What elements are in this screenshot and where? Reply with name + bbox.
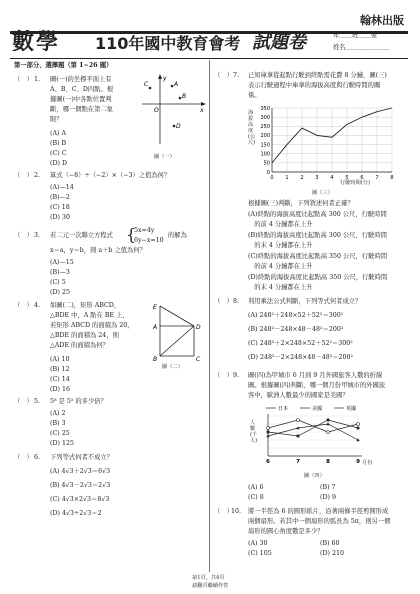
- svg-text:D: D: [176, 123, 181, 130]
- svg-text:x: x: [200, 107, 204, 114]
- svg-text:E: E: [153, 304, 157, 311]
- x-tick-label: 8: [390, 175, 394, 181]
- data-point: [327, 431, 330, 434]
- x-tick-label: 7: [296, 459, 300, 465]
- publisher-logo: [360, 12, 404, 28]
- x-tick-label: 2: [300, 175, 304, 181]
- y-tick-label: 150: [260, 142, 270, 149]
- y-tick-label: 300: [260, 114, 270, 121]
- chart2-xlabel: 月份: [362, 460, 373, 466]
- series-line: [268, 420, 358, 436]
- x-tick-label: 7: [375, 175, 379, 181]
- y-tick-label: 250: [260, 124, 270, 131]
- legend-label: 英國: [346, 406, 357, 412]
- svg-text:y: y: [163, 75, 167, 82]
- column-divider: [209, 60, 210, 572]
- x-tick-label: 8: [326, 459, 330, 465]
- data-point: [327, 419, 330, 422]
- tourist-line-chart: [260, 404, 373, 466]
- data-point: [297, 419, 300, 422]
- data-point: [357, 423, 360, 426]
- svg-text:B: B: [153, 356, 158, 362]
- page-number: 第1頁，共4頁: [192, 575, 225, 581]
- option: (C) C: [50, 150, 67, 157]
- option: (B) B: [50, 140, 67, 147]
- figure-caption: 圖（四）: [304, 473, 325, 479]
- svg-text:O: O: [154, 107, 159, 114]
- x-tick-label: 6: [360, 175, 364, 181]
- svg-text:D: D: [196, 324, 201, 331]
- y-tick-label: 200: [260, 133, 270, 140]
- legend-label: 美國: [312, 406, 323, 412]
- coordinate-plane-figure: [140, 72, 206, 150]
- section-title: 第一部分、選擇題（第 1~26 題）: [14, 62, 113, 69]
- y-tick-label: 0: [266, 169, 270, 176]
- x-tick-label: 4: [330, 175, 334, 181]
- x-tick-label: 9: [356, 459, 360, 465]
- x-tick-label: 5: [345, 175, 349, 181]
- paper-type: 試題卷: [252, 32, 306, 53]
- figure-caption: 圖（二）: [162, 364, 183, 370]
- x-tick-label: 0: [270, 175, 274, 181]
- chart1-ylabel: 海拔高度(公尺): [248, 110, 256, 146]
- svg-text:C: C: [196, 356, 201, 362]
- data-point: [267, 431, 270, 434]
- y-tick-label: 100: [260, 151, 270, 158]
- x-tick-label: 6: [266, 459, 270, 465]
- chart1-xlabel: 行駛時間(分): [340, 180, 370, 186]
- publisher-name: 翰林出版: [360, 14, 404, 27]
- y-tick-label: 50: [263, 160, 270, 167]
- x-tick-label: 1: [285, 175, 289, 181]
- subject-title: 數學: [12, 30, 61, 55]
- x-tick-label: 3: [315, 175, 319, 181]
- class-fields: 年＿＿班＿＿號: [333, 32, 378, 39]
- footer-note: 請翻頁繼續作答: [192, 583, 229, 589]
- data-point: [267, 427, 270, 430]
- option: (D) D: [50, 160, 68, 167]
- legend-label: 日本: [278, 406, 289, 412]
- chart2-ylabel: 人數(千人): [250, 420, 258, 444]
- figure-caption: 圖（三）: [312, 190, 333, 196]
- y-tick-label: 350: [260, 105, 270, 112]
- rectangle-figure: [152, 302, 202, 362]
- svg-text:B: B: [182, 93, 187, 100]
- svg-text:A: A: [153, 324, 158, 331]
- option: (A) A: [50, 130, 67, 137]
- name-field[interactable]: 姓名＿＿＿＿＿＿＿: [333, 44, 390, 51]
- figure-caption: 圖（一）: [154, 154, 175, 160]
- svg-text:C: C: [144, 81, 149, 88]
- svg-text:A: A: [174, 81, 179, 88]
- altitude-line-chart: [248, 104, 398, 186]
- data-point: [357, 427, 360, 430]
- data-point: [326, 422, 329, 425]
- data-point: [297, 435, 300, 438]
- equation-brace: {: [126, 225, 137, 244]
- exam-title: 110年國中教育會考: [95, 34, 241, 53]
